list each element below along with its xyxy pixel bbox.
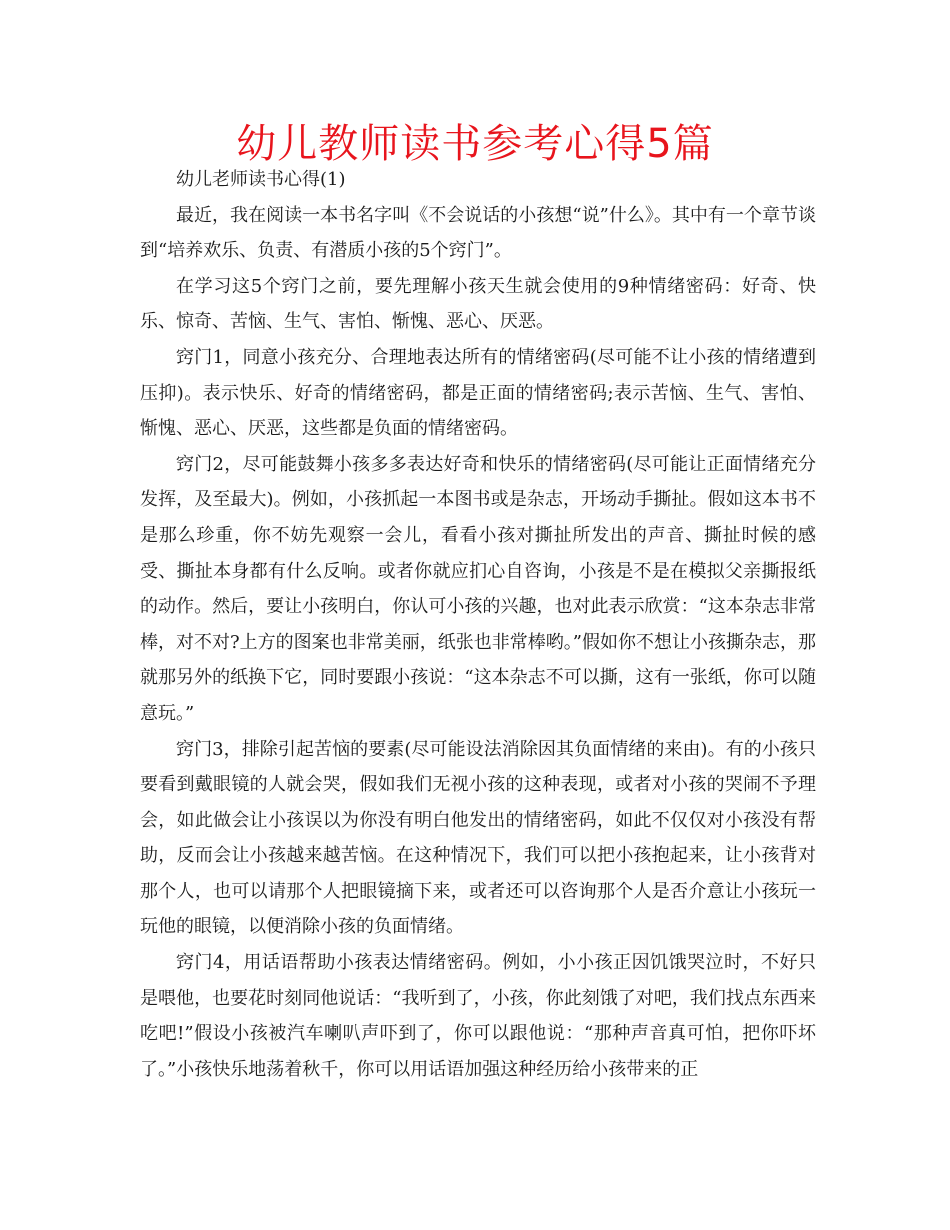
section-heading: 幼儿老师读书心得(1) (176, 169, 346, 190)
document-title: 幼儿教师读书参考心得5篇 (236, 121, 714, 167)
paragraph-tip-1: 窍门1，同意小孩充分、合理地表达所有的情绪密码(尽可能不让小孩的情绪遭到压抑)。表示快乐、好奇的情绪密码，都是正面的情绪密码;表示苦恼、生气、害怕、惭愧、恶心、厌恶，这些都是负面的情绪密码。 (140, 346, 816, 440)
paragraph-tip-3: 窍门3，排除引起苦恼的要素(尽可能设法消除因其负面情绪的来由)。有的小孩只要看到戴眼镜的人就会哭，假如我们无视小孩的这种表现，或者对小孩的哭闹不予理会，如此做会让小孩误以为你没有明白他发出的情绪密码，如此不仅仅对小孩没有帮助，反而会让小孩越来越苦恼。在这种情况下，我们可以把小孩抱起来，让小孩背对那个人，也可以请那个人把眼镜摘下来，或者还可以咨询那个人是否介意让小孩玩一玩他的眼镜，以便消除小孩的负面情绪。 (140, 738, 816, 938)
paragraph-emotion-codes: 在学习这5个窍门之前，要先理解小孩天生就会使用的9种情绪密码：好奇、快乐、惊奇、苦恼、生气、害怕、惭愧、恶心、厌恶。 (140, 275, 816, 333)
paragraph-intro: 最近，我在阅读一本书名字叫《不会说话的小孩想“说”什么》。其中有一个章节谈到“培养欢乐、负责、有潜质小孩的5个窍门”。 (140, 204, 816, 262)
paragraph-tip-4: 窍门4，用话语帮助小孩表达情绪密码。例如，小小孩正因饥饿哭泣时，不好只是喂他，也要花时刻同他说话：“我听到了，小孩，你此刻饿了对吧，我们找点东西来吃吧!”假设小孩被汽车喇叭声吓到了，你可以跟他说：“那种声音真可怕，把你吓坏了。”小孩快乐地荡着秋千，你可以用话语加强这种经历给小孩带来的正 (140, 952, 816, 1080)
paragraph-tip-2: 窍门2，尽可能鼓舞小孩多多表达好奇和快乐的情绪密码(尽可能让正面情绪充分发挥，及至最大)。例如，小孩抓起一本图书或是杂志，开场动手撕扯。假如这本书不是那么珍重，你不妨先观察一会儿，看看小孩对撕扯所发出的声音、撕扯时候的感受、撕扯本身都有什么反响。或者你就应扪心自咨询，小孩是不是在模拟父亲撕报纸的动作。然后，要让小孩明白，你认可小孩的兴趣，也对此表示欣赏：“这本杂志非常棒，对不对?上方的图案也非常美丽，纸张也非常棒哟。”假如你不想让小孩撕杂志，那就那另外的纸换下它，同时要跟小孩说：“这本杂志不可以撕，这有一张纸，你可以随意玩。” (140, 453, 816, 724)
document-body (140, 162, 816, 1087)
